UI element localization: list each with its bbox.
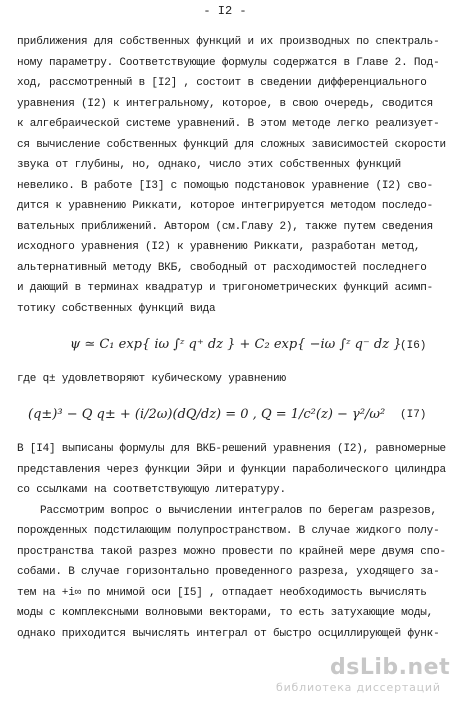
text-line: тем на +i∞ по мнимой оси [I5] , отпадает необходимость вычислять (17, 587, 427, 599)
text-line: Рассмотрим вопрос о вычислении интегралов по берегам разрезов, (40, 505, 437, 517)
watermark-logo: dsLib.net (330, 655, 450, 680)
text-line: со ссылками на соответствующую литературу. (17, 484, 286, 496)
equation-17: (q±)³ − Q q± + (i/2ω)(dQ/dz) = 0 , Q = 1/c²(z) − γ²/ω² (28, 407, 386, 422)
watermark-caption: библиотека диссертаций (276, 681, 441, 694)
text-line: приближения для собственных функций и их производных по спектраль- (17, 36, 440, 48)
text-line: вательных приближений. Автором (см.Главу 2), также путем сведения (17, 221, 434, 233)
text-line: порожденных подстилающим полупространством. В случае жидкого полу- (17, 525, 440, 537)
text-line: ся вычисление собственных функций для сложных зависимостей скорости (17, 139, 446, 151)
page-number: - I2 - (203, 4, 247, 18)
text-line: представления через функции Эйри и функции параболического цилиндра (17, 464, 446, 476)
text-line: и дающий в терминах квадратур и тригонометрических функций асимп- (17, 282, 434, 294)
equation-16-number: (I6) (400, 340, 427, 352)
text-line: дится к уравнению Риккати, которое интегрируется методом последо- (17, 200, 434, 212)
text-line: исходного уравнения (I2) к уравнению Риккати, разработан метод, (17, 241, 421, 253)
text-line: ному параметру. Соответствующие формулы содержатся в Главе 2. Под- (17, 57, 440, 69)
text-line: моды с комплексными волновыми векторами, то есть затухающие моды, (17, 607, 434, 619)
text-line: где q± удовлетворяют кубическому уравнению (17, 373, 286, 385)
text-line: невелико. В работе [I3] с помощью подстановок уравнение (I2) сво- (17, 180, 434, 192)
text-line: альтернативный методу ВКБ, свободный от расходимостей последнего (17, 262, 427, 274)
text-line: к алгебраической системе уравнений. В этом методе легко реализует- (17, 118, 440, 130)
equation-17-number: (I7) (400, 409, 427, 421)
text-line: однако приходится вычислять интеграл от быстро осциллирующей функ- (17, 628, 440, 640)
text-line: уравнения (I2) к интегральному, которое, в свою очередь, сводится (17, 98, 434, 110)
text-line: тотику собственных функций вида (17, 303, 216, 315)
text-line: пространства такой разрез можно провести по крайней мере двумя спо- (17, 546, 446, 558)
text-line: собами. В случае горизонтально проведенного разреза, уходящего за- (17, 566, 440, 578)
text-line: В [I4] выписаны формулы для ВКБ-решений уравнения (I2), равномерные (17, 443, 446, 455)
equation-16: ψ ≃ C₁ exp{ iω ∫ᶻ q⁺ dz } + C₂ exp{ −iω ∫ᶻ q⁻ dz } (70, 337, 402, 352)
text-line: ход, рассмотренный в [I2] , состоит в сведении дифференциального (17, 77, 427, 89)
text-line: звука от глубины, но, однако, число этих собственных функций (17, 159, 402, 171)
